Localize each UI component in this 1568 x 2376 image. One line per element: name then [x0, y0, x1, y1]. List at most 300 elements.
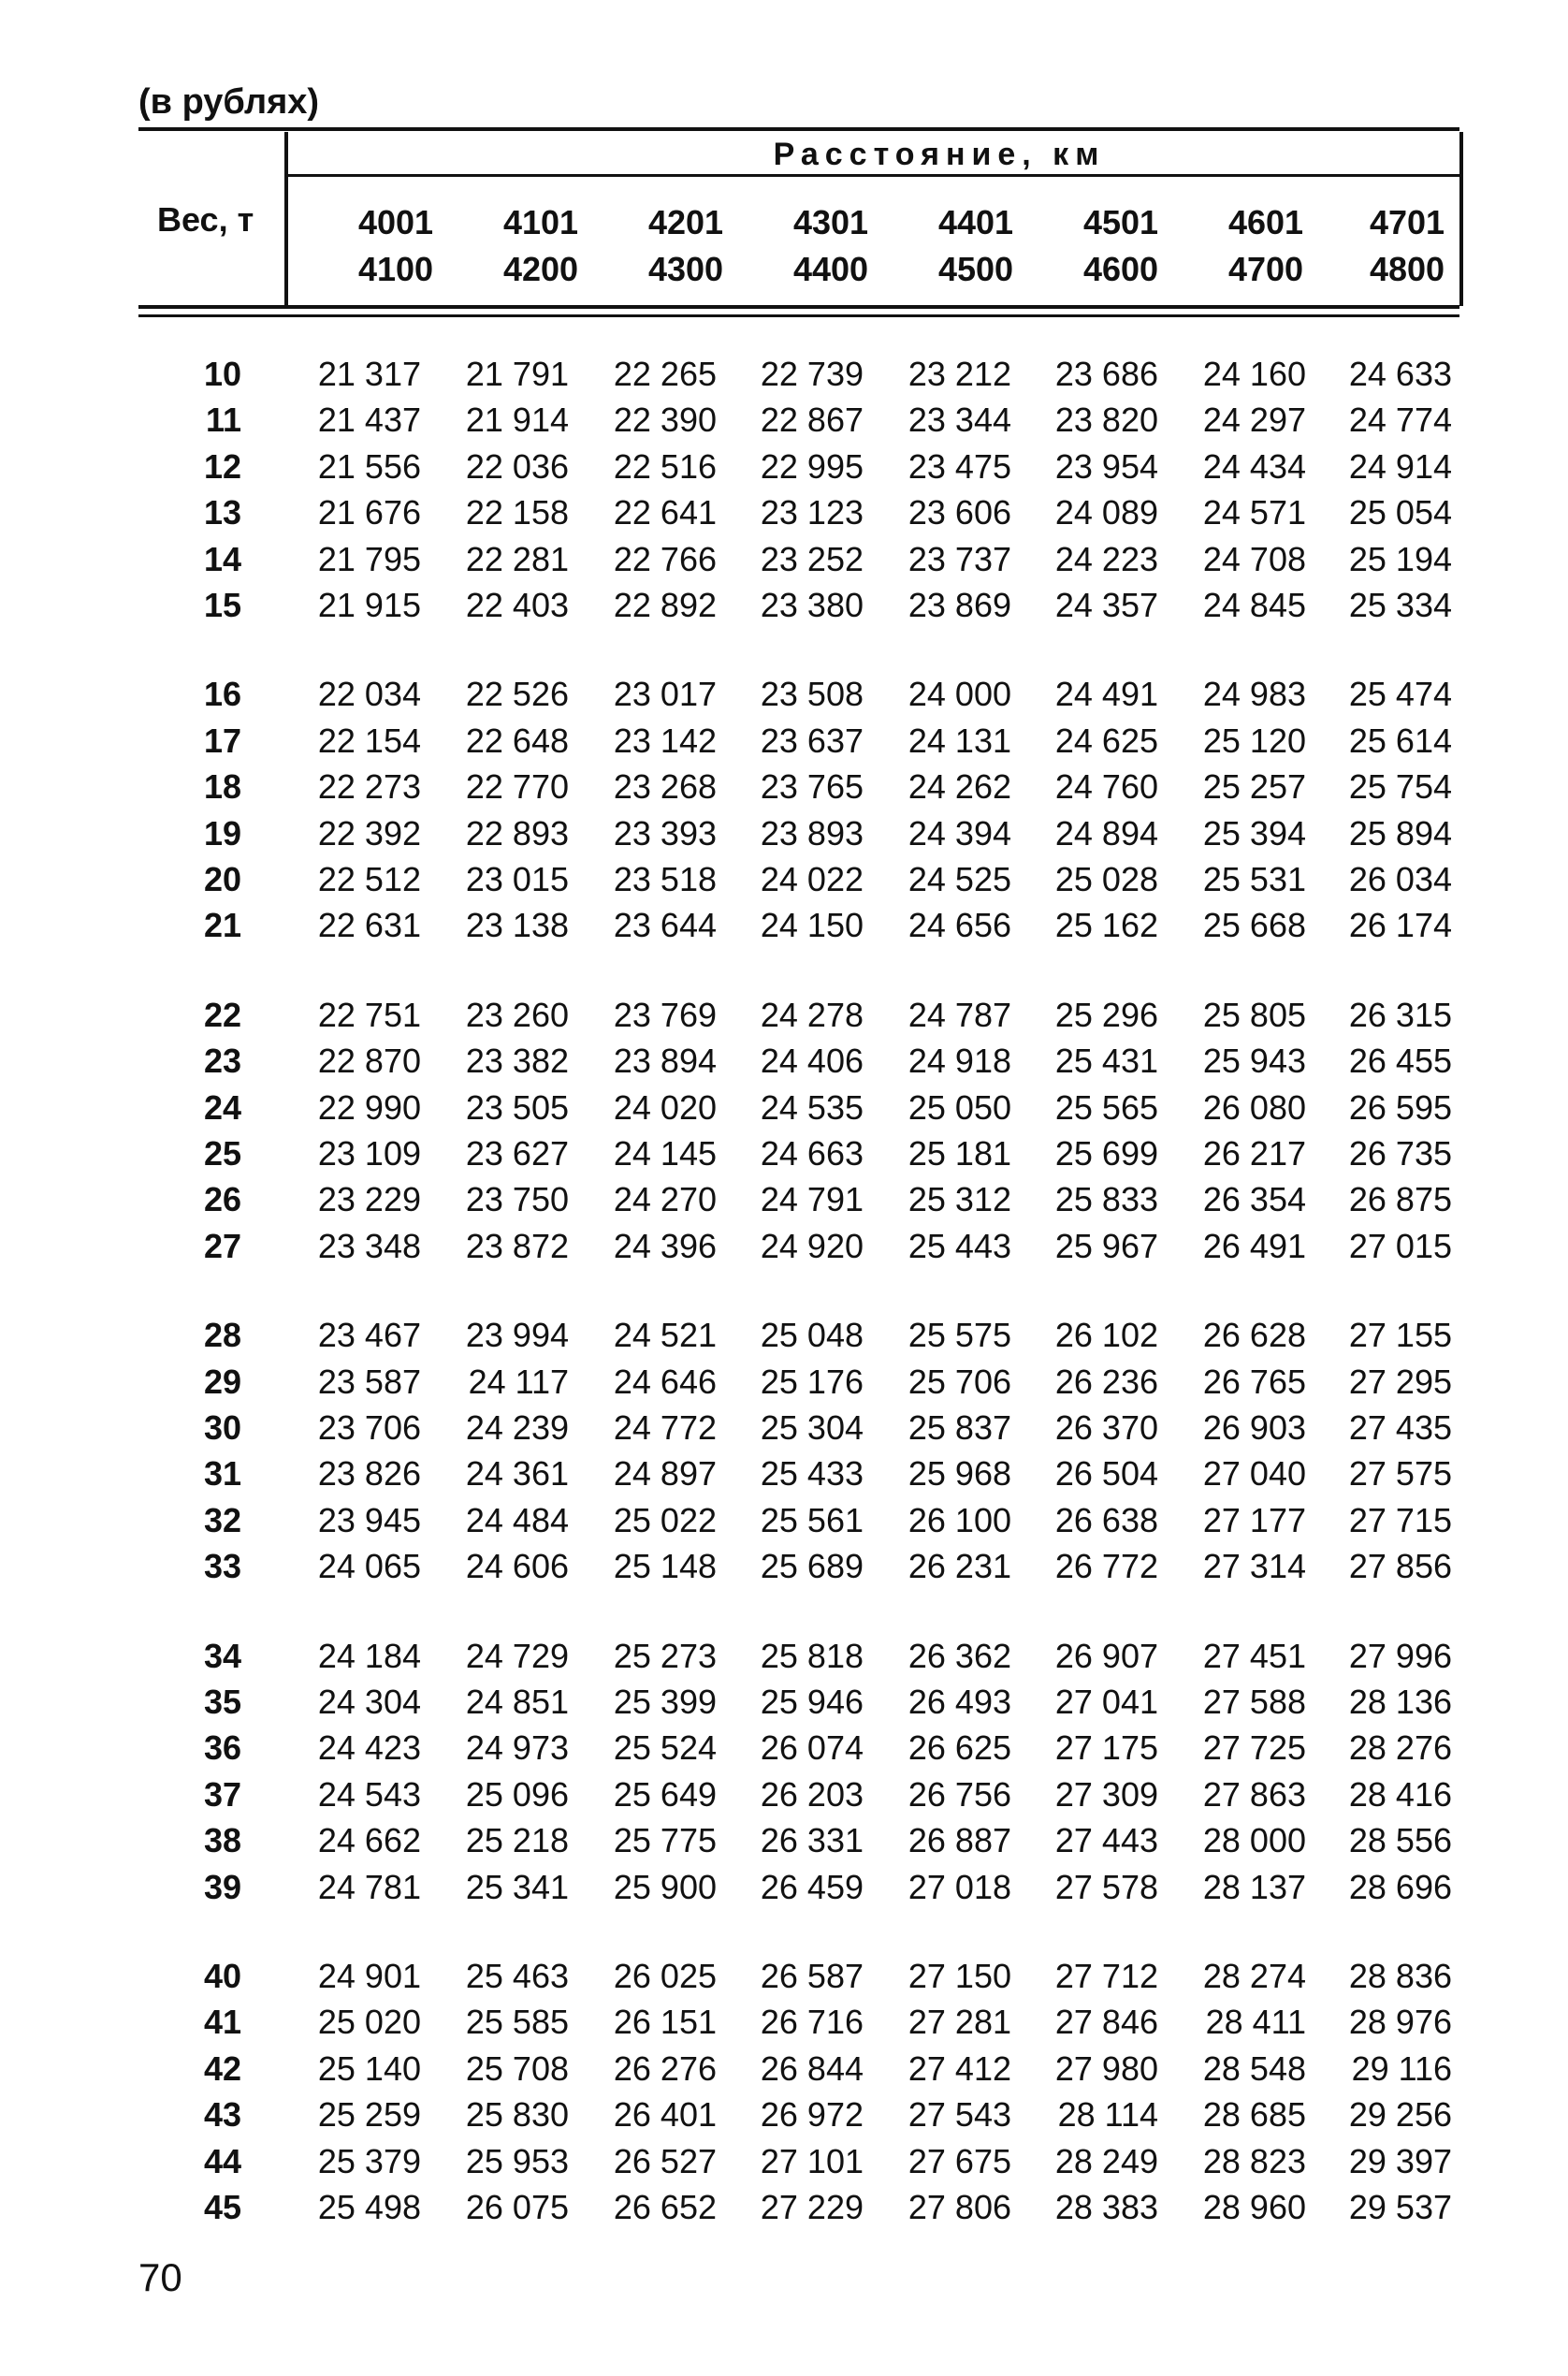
price-cell: 25 394	[1202, 813, 1306, 853]
weight-cell: 25	[203, 1134, 241, 1173]
price-cell: 24 633	[1348, 355, 1452, 393]
price-cell: 24 543	[317, 1774, 421, 1814]
price-cell: 23 750	[465, 1180, 569, 1219]
distance-range-header	[321, 199, 471, 293]
price-cell: 28 249	[1054, 2141, 1158, 2180]
price-cell: 24 646	[613, 1362, 717, 1401]
price-cell: 22 995	[760, 446, 864, 486]
price-cell: 28 548	[1202, 2048, 1306, 2088]
weight-cell: 12	[203, 446, 241, 486]
price-cell: 23 518	[613, 860, 717, 898]
distance-range-header	[466, 199, 616, 293]
weight-cell: 22	[203, 995, 241, 1034]
price-cell: 25 257	[1202, 767, 1306, 807]
weight-column-label: Вес, т	[157, 200, 254, 239]
table-row	[138, 1038, 1459, 1084]
price-cell: 26 595	[1348, 1087, 1452, 1127]
table-row	[138, 902, 1459, 948]
price-cell: 27 996	[1348, 1636, 1452, 1675]
weight-cell: 17	[203, 721, 241, 760]
price-cell: 26 370	[1054, 1408, 1158, 1447]
price-cell: 25 967	[1054, 1226, 1158, 1265]
price-cell: 26 638	[1054, 1500, 1158, 1539]
price-cell: 22 281	[465, 539, 569, 578]
weight-cell: 36	[203, 1728, 241, 1768]
price-cell: 23 826	[317, 1454, 421, 1494]
price-cell: 25 028	[1054, 860, 1158, 898]
table-row	[138, 1223, 1459, 1269]
price-cell: 24 020	[613, 1087, 717, 1127]
price-cell: 27 578	[1054, 1867, 1158, 1906]
price-cell: 28 411	[1205, 2003, 1306, 2042]
price-cell: 25 614	[1348, 721, 1452, 760]
price-cell: 25 830	[465, 2095, 569, 2135]
price-cell: 24 131	[907, 721, 1011, 760]
range-to: 4600	[1082, 250, 1159, 288]
price-cell: 22 990	[317, 1087, 421, 1127]
price-cell: 25 946	[760, 1683, 864, 1721]
range-to: 4500	[937, 250, 1014, 288]
price-cell: 26 493	[907, 1683, 1011, 1721]
price-cell: 23 706	[317, 1408, 421, 1447]
price-cell: 24 708	[1202, 539, 1306, 578]
price-cell: 22 512	[317, 860, 421, 898]
price-cell: 22 751	[317, 995, 421, 1034]
price-cell: 26 080	[1202, 1087, 1306, 1127]
price-cell: 24 361	[465, 1454, 569, 1494]
price-cell: 25 140	[317, 2048, 421, 2088]
price-cell: 26 716	[760, 2003, 864, 2042]
price-cell: 23 606	[907, 493, 1011, 532]
price-cell: 25 443	[907, 1226, 1011, 1265]
price-cell: 25 304	[760, 1408, 864, 1447]
table-row	[138, 351, 1459, 397]
weight-cell: 41	[203, 2003, 241, 2042]
weight-cell: 29	[203, 1362, 241, 1401]
weight-cell: 30	[203, 1408, 241, 1447]
price-cell: 24 525	[907, 860, 1011, 898]
price-cell: 22 648	[465, 721, 569, 760]
price-cell: 23 467	[317, 1316, 421, 1355]
range-to: 4400	[792, 250, 869, 288]
price-cell: 24 484	[465, 1500, 569, 1539]
price-cell: 24 223	[1054, 539, 1158, 578]
price-cell: 25 433	[760, 1454, 864, 1494]
weight-cell: 13	[203, 493, 241, 532]
weight-cell: 24	[203, 1087, 241, 1127]
weight-cell: 11	[205, 401, 241, 440]
price-cell: 28 274	[1202, 1957, 1306, 1995]
weight-cell: 39	[203, 1867, 241, 1906]
price-cell: 23 869	[907, 586, 1011, 624]
price-cell: 24 851	[465, 1683, 569, 1721]
price-cell: 24 791	[760, 1180, 864, 1219]
unit-label: (в рублях)	[138, 82, 320, 122]
weight-cell: 45	[203, 2188, 241, 2226]
price-cell: 25 943	[1202, 1042, 1306, 1081]
price-cell: 27 846	[1054, 2003, 1158, 2042]
price-cell: 24 914	[1348, 446, 1452, 486]
price-cell: 24 396	[613, 1226, 717, 1265]
weight-cell: 44	[203, 2141, 241, 2180]
price-cell: 24 920	[760, 1226, 864, 1265]
price-cell: 24 897	[613, 1454, 717, 1494]
price-cell: 23 393	[613, 813, 717, 853]
price-cell: 22 867	[760, 401, 864, 440]
price-cell: 23 017	[613, 675, 717, 714]
header-top-rule	[138, 127, 1459, 131]
price-cell: 25 474	[1348, 675, 1452, 714]
table-header	[138, 127, 1459, 311]
price-cell: 26 652	[613, 2188, 717, 2226]
price-cell: 26 203	[760, 1774, 864, 1814]
price-cell: 25 312	[907, 1180, 1011, 1219]
weight-cell: 15	[203, 586, 241, 624]
price-cell: 24 065	[317, 1547, 421, 1586]
price-cell: 26 628	[1202, 1316, 1306, 1355]
price-cell: 25 341	[465, 1867, 569, 1906]
price-cell: 23 015	[465, 860, 569, 898]
price-cell: 25 273	[613, 1636, 717, 1675]
price-cell: 25 524	[613, 1728, 717, 1768]
price-cell: 25 176	[760, 1362, 864, 1401]
price-cell: 25 194	[1348, 539, 1452, 578]
price-cell: 25 953	[465, 2141, 569, 2180]
price-cell: 25 379	[317, 2141, 421, 2180]
price-cell: 23 686	[1054, 355, 1158, 393]
price-cell: 21 676	[317, 493, 421, 532]
price-cell: 25 334	[1348, 586, 1452, 624]
price-cell: 26 887	[907, 1821, 1011, 1860]
price-cell: 22 893	[465, 813, 569, 853]
table-row	[138, 1543, 1459, 1589]
price-cell: 26 354	[1202, 1180, 1306, 1219]
price-cell: 24 423	[317, 1728, 421, 1768]
price-cell: 22 766	[613, 539, 717, 578]
price-cell: 23 505	[465, 1087, 569, 1127]
price-cell: 23 212	[907, 355, 1011, 393]
price-cell: 27 980	[1054, 2048, 1158, 2088]
price-cell: 28 276	[1348, 1728, 1452, 1768]
price-cell: 26 527	[613, 2141, 717, 2180]
price-cell: 26 025	[613, 1957, 717, 1995]
price-cell: 24 297	[1202, 401, 1306, 440]
price-cell: 28 137	[1202, 1867, 1306, 1906]
price-cell: 23 945	[317, 1500, 421, 1539]
table-row	[138, 1633, 1459, 1679]
price-cell: 27 040	[1202, 1454, 1306, 1494]
page-number: 70	[138, 2255, 182, 2299]
price-cell: 24 406	[760, 1042, 864, 1081]
price-cell: 25 498	[317, 2188, 421, 2226]
weight-cell: 35	[203, 1683, 241, 1721]
price-cell: 25 054	[1348, 493, 1452, 532]
price-cell: 28 960	[1202, 2188, 1306, 2226]
price-cell: 26 903	[1202, 1408, 1306, 1447]
weight-cell: 37	[203, 1774, 241, 1814]
price-cell: 26 236	[1054, 1362, 1158, 1401]
header-bottom-rule-double	[138, 314, 1459, 317]
price-cell: 27 451	[1202, 1636, 1306, 1675]
price-cell: 25 894	[1348, 813, 1452, 853]
price-cell: 27 725	[1202, 1728, 1306, 1768]
price-cell: 26 174	[1348, 906, 1452, 945]
table-row	[138, 2184, 1459, 2230]
weight-cell: 43	[203, 2095, 241, 2135]
price-cell: 24 973	[465, 1728, 569, 1768]
price-cell: 27 856	[1348, 1547, 1452, 1586]
price-cell: 24 394	[907, 813, 1011, 853]
price-cell: 23 138	[465, 906, 569, 945]
price-cell: 25 689	[760, 1547, 864, 1586]
price-cell: 27 281	[907, 2003, 1011, 2042]
price-cell: 27 435	[1348, 1408, 1452, 1447]
range-from: 4501	[1082, 203, 1159, 241]
price-cell: 21 317	[317, 355, 421, 393]
price-cell: 25 148	[613, 1547, 717, 1586]
table-row	[138, 1130, 1459, 1176]
price-cell: 23 994	[465, 1316, 569, 1355]
price-cell: 24 760	[1054, 767, 1158, 807]
price-cell: 24 662	[317, 1821, 421, 1860]
price-cell: 23 769	[613, 995, 717, 1034]
price-cell: 23 252	[760, 539, 864, 578]
price-cell: 28 696	[1348, 1867, 1452, 1906]
price-cell: 21 791	[465, 355, 569, 393]
price-cell: 26 625	[907, 1728, 1011, 1768]
price-cell: 26 231	[907, 1547, 1011, 1586]
table-row	[138, 718, 1459, 764]
price-cell: 24 729	[465, 1636, 569, 1675]
price-cell: 24 089	[1054, 493, 1158, 532]
price-cell: 22 641	[613, 493, 717, 532]
price-cell: 24 983	[1202, 675, 1306, 714]
price-cell: 29 256	[1348, 2095, 1452, 2135]
weight-cell: 28	[203, 1316, 241, 1355]
range-from: 4601	[1227, 203, 1304, 241]
price-cell: 28 416	[1348, 1774, 1452, 1814]
weight-cell: 32	[203, 1500, 241, 1539]
price-cell: 24 117	[468, 1362, 569, 1401]
weight-cell: 23	[203, 1042, 241, 1081]
price-cell: 24 150	[760, 906, 864, 945]
price-cell: 25 050	[907, 1087, 1011, 1127]
price-cell: 26 331	[760, 1821, 864, 1860]
price-cell: 22 265	[613, 355, 717, 393]
price-cell: 26 401	[613, 2095, 717, 2135]
weight-cell: 19	[203, 813, 241, 853]
price-cell: 24 894	[1054, 813, 1158, 853]
price-cell: 24 491	[1054, 675, 1158, 714]
range-from: 4401	[937, 203, 1014, 241]
price-cell: 26 102	[1054, 1316, 1158, 1355]
distance-range-header	[756, 199, 906, 293]
table-row	[138, 810, 1459, 856]
price-cell: 24 571	[1202, 493, 1306, 532]
price-cell: 25 649	[613, 1774, 717, 1814]
distance-title: Расстояние, км	[288, 132, 1459, 177]
table-row	[138, 1176, 1459, 1222]
price-cell: 25 754	[1348, 767, 1452, 807]
price-cell: 23 344	[907, 401, 1011, 440]
price-cell: 26 315	[1348, 995, 1452, 1034]
price-cell: 25 259	[317, 2095, 421, 2135]
price-cell: 25 775	[613, 1821, 717, 1860]
price-cell: 25 048	[760, 1316, 864, 1355]
price-cell: 23 260	[465, 995, 569, 1034]
price-cell: 26 455	[1348, 1042, 1452, 1081]
table-row	[138, 1450, 1459, 1496]
distance-range-header	[1191, 199, 1341, 293]
range-from: 4301	[792, 203, 869, 241]
range-to: 4700	[1227, 250, 1304, 288]
table-row	[138, 1953, 1459, 1999]
distance-header-box	[284, 132, 1463, 306]
price-cell: 27 041	[1054, 1683, 1158, 1721]
price-cell: 26 151	[613, 2003, 717, 2042]
table-row	[138, 582, 1459, 628]
price-cell: 22 892	[613, 586, 717, 624]
price-cell: 27 443	[1054, 1821, 1158, 1860]
price-cell: 24 184	[317, 1636, 421, 1675]
price-cell: 25 531	[1202, 860, 1306, 898]
price-cell: 24 270	[613, 1180, 717, 1219]
range-from: 4101	[502, 203, 579, 241]
price-cell: 22 631	[317, 906, 421, 945]
price-cell: 25 561	[760, 1500, 864, 1539]
table-row	[138, 444, 1459, 489]
price-cell: 27 575	[1348, 1454, 1452, 1494]
weight-cell: 16	[203, 675, 241, 714]
table-row	[138, 856, 1459, 902]
price-cell: 26 100	[907, 1500, 1011, 1539]
price-cell: 27 675	[907, 2141, 1011, 2180]
price-cell: 26 587	[760, 1957, 864, 1995]
price-cell: 23 872	[465, 1226, 569, 1265]
price-cell: 22 516	[613, 446, 717, 486]
price-cell: 23 627	[465, 1134, 569, 1173]
price-cell: 24 434	[1202, 446, 1306, 486]
price-cell: 27 715	[1348, 1500, 1452, 1539]
price-cell: 25 565	[1054, 1087, 1158, 1127]
price-cell: 24 774	[1348, 401, 1452, 440]
price-cell: 22 154	[317, 721, 421, 760]
price-cell: 22 034	[317, 675, 421, 714]
price-cell: 26 756	[907, 1774, 1011, 1814]
price-cell: 25 833	[1054, 1180, 1158, 1219]
range-to: 4800	[1369, 250, 1445, 288]
price-cell: 25 575	[907, 1316, 1011, 1355]
price-cell: 23 644	[613, 906, 717, 945]
price-cell: 23 123	[760, 493, 864, 532]
price-cell: 23 587	[317, 1362, 421, 1401]
table-row	[138, 1497, 1459, 1543]
table-row	[138, 1405, 1459, 1450]
price-cell: 23 894	[613, 1042, 717, 1081]
price-cell: 27 101	[760, 2141, 864, 2180]
price-cell: 26 276	[613, 2048, 717, 2088]
price-cell: 23 820	[1054, 401, 1158, 440]
price-cell: 24 239	[465, 1408, 569, 1447]
price-cell: 24 278	[760, 995, 864, 1034]
price-cell: 22 273	[317, 767, 421, 807]
price-cell: 24 160	[1202, 355, 1306, 393]
price-cell: 25 120	[1202, 721, 1306, 760]
price-cell: 23 380	[760, 586, 864, 624]
price-cell: 25 706	[907, 1362, 1011, 1401]
range-to: 4100	[357, 250, 434, 288]
price-cell: 22 526	[465, 675, 569, 714]
price-cell: 27 175	[1054, 1728, 1158, 1768]
price-cell: 24 845	[1202, 586, 1306, 624]
price-cell: 26 034	[1348, 860, 1452, 898]
price-cell: 24 918	[907, 1042, 1011, 1081]
price-cell: 27 018	[907, 1867, 1011, 1906]
price-cell: 22 036	[465, 446, 569, 486]
price-cell: 27 309	[1054, 1774, 1158, 1814]
price-cell: 25 181	[907, 1134, 1011, 1173]
weight-cell: 20	[203, 860, 241, 898]
price-cell: 23 268	[613, 767, 717, 807]
price-cell: 26 491	[1202, 1226, 1306, 1265]
price-cell: 28 836	[1348, 1957, 1452, 1995]
price-cell: 24 262	[907, 767, 1011, 807]
price-cell: 24 625	[1054, 721, 1158, 760]
price-cell: 25 708	[465, 2048, 569, 2088]
price-cell: 21 556	[317, 446, 421, 486]
price-cell: 25 162	[1054, 906, 1158, 945]
price-cell: 26 074	[760, 1728, 864, 1768]
price-cell: 27 314	[1202, 1547, 1306, 1586]
price-cell: 23 142	[613, 721, 717, 760]
price-cell: 23 637	[760, 721, 864, 760]
table-row	[138, 1771, 1459, 1817]
price-cell: 26 875	[1348, 1180, 1452, 1219]
price-cell: 24 663	[760, 1134, 864, 1173]
price-cell: 27 177	[1202, 1500, 1306, 1539]
price-cell: 25 837	[907, 1408, 1011, 1447]
table-row	[138, 1999, 1459, 2045]
price-cell: 23 893	[760, 813, 864, 853]
weight-cell: 27	[203, 1226, 241, 1265]
price-cell: 28 823	[1202, 2141, 1306, 2180]
price-cell: 26 459	[760, 1867, 864, 1906]
price-cell: 27 412	[907, 2048, 1011, 2088]
weight-cell: 33	[203, 1547, 241, 1586]
weight-cell: 21	[203, 906, 241, 945]
price-cell: 21 914	[465, 401, 569, 440]
price-cell: 25 585	[465, 2003, 569, 2042]
price-cell: 27 155	[1348, 1316, 1452, 1355]
price-cell: 26 765	[1202, 1362, 1306, 1401]
price-cell: 27 712	[1054, 1957, 1158, 1995]
price-cell: 22 770	[465, 767, 569, 807]
price-cell: 23 229	[317, 1180, 421, 1219]
price-cell: 27 588	[1202, 1683, 1306, 1721]
distance-range-header	[1046, 199, 1196, 293]
price-cell: 27 150	[907, 1957, 1011, 1995]
price-cell: 25 968	[907, 1454, 1011, 1494]
price-cell: 23 737	[907, 539, 1011, 578]
price-cell: 23 109	[317, 1134, 421, 1173]
price-cell: 24 357	[1054, 586, 1158, 624]
price-cell: 25 296	[1054, 995, 1158, 1034]
price-cell: 23 954	[1054, 446, 1158, 486]
table-row	[138, 2092, 1459, 2137]
price-cell: 27 295	[1348, 1362, 1452, 1401]
weight-cell: 14	[203, 539, 241, 578]
price-cell: 26 735	[1348, 1134, 1452, 1173]
